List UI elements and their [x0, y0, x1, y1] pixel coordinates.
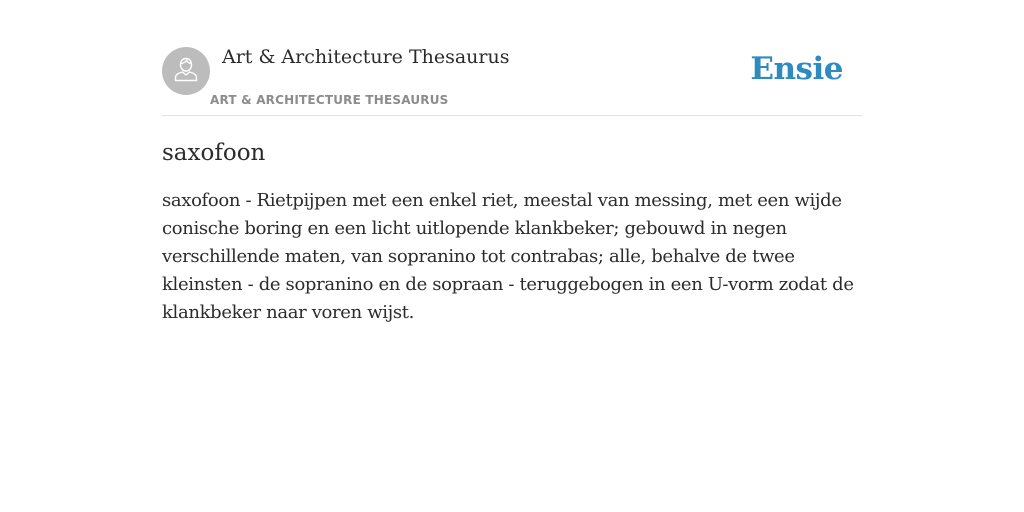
entry-term: saxofoon: [162, 140, 266, 166]
avatar[interactable]: [162, 47, 210, 95]
source-subtitle: ART & ARCHITECTURE THESAURUS: [210, 93, 449, 107]
entry-header: [162, 47, 862, 116]
user-silhouette-icon: [171, 54, 201, 89]
source-title[interactable]: Art & Architecture Thesaurus: [222, 46, 510, 68]
ensie-logo[interactable]: Ensie: [750, 51, 843, 87]
page: [162, 0, 862, 327]
entry-definition: saxofoon - Rietpijpen met een enkel riet, meestal van messing, met een wijde conische boring en een licht uitlopende klankbeker; gebouwd in negen verschillende maten, van sopranino tot contrabas; alle, behalve de twee kleinsten - de sopranino en de sopraan - teruggebogen in een U-vorm zodat de klankbeker naar voren wijst.: [162, 190, 854, 323]
